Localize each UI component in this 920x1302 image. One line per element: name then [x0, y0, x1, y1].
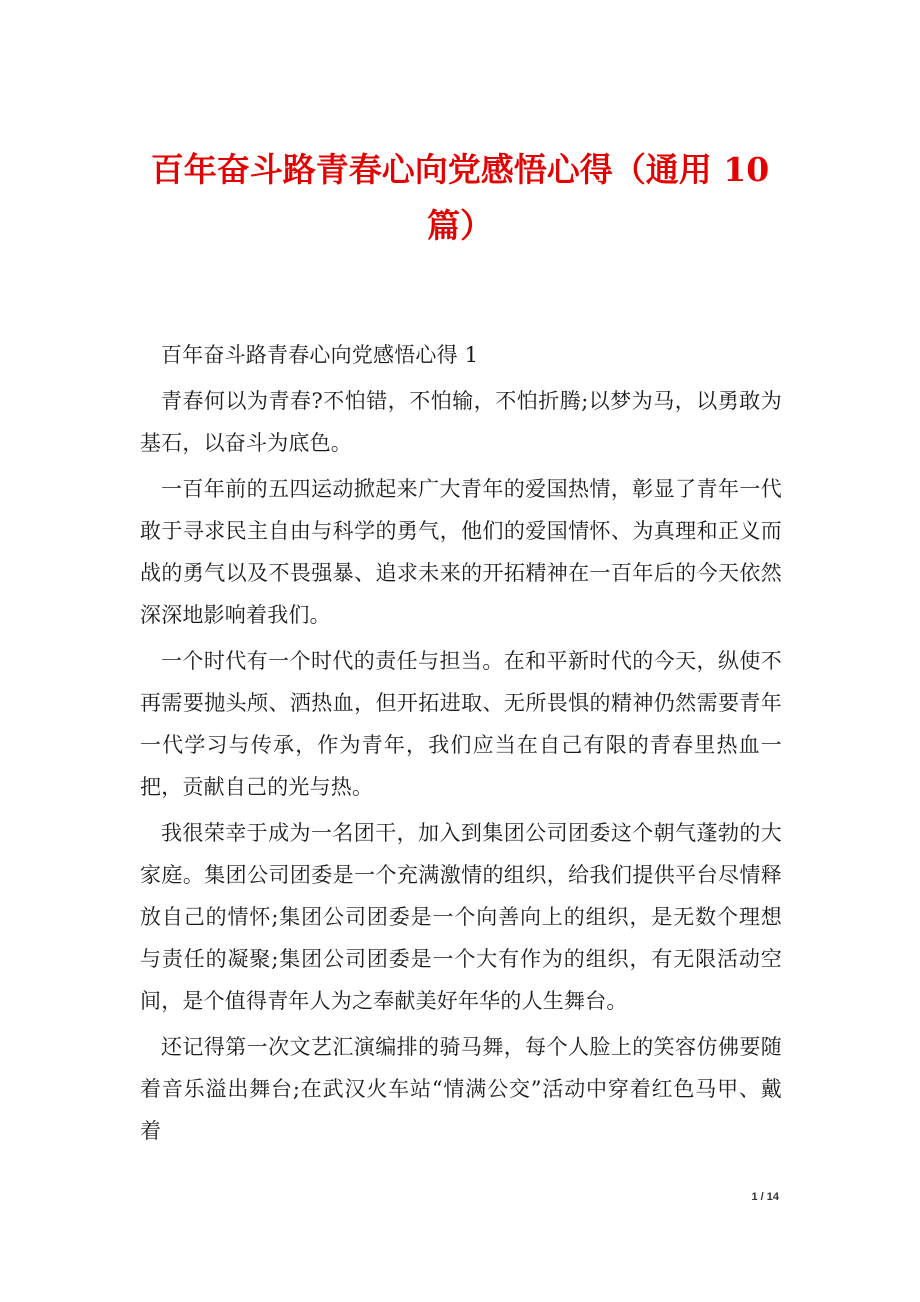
section-heading: 百年奋斗路青春心向党感悟心得 1: [161, 343, 479, 367]
paragraph: 一百年前的五四运动掀起来广大青年的爱国热情，彰显了青年一代敢于寻求民主自由与科学的勇气，他们的爱国情怀、为真理和正义而战的勇气以及不畏强暴、追求未来的开拓精神在一百年后的今天依然深深地影响着我们。: [140, 477, 782, 627]
document-body: [140, 334, 782, 1156]
title-line-2: 篇）: [427, 206, 493, 245]
paragraph: 青春何以为青春?不怕错，不怕输，不怕折腾;以梦为马，以勇敢为基石，以奋斗为底色。: [140, 389, 782, 455]
title-line-1: 百年奋斗路青春心向党感悟心得（通用 10: [150, 150, 770, 189]
paragraph: 还记得第一次文艺汇演编排的骑马舞，每个人脸上的笑容仿佛要随着音乐溢出舞台;在武汉火车站“情满公交”活动中穿着红色马甲、戴着: [140, 1035, 782, 1143]
paragraph: 我很荣幸于成为一名团干，加入到集团公司团委这个朝气蓬勃的大家庭。集团公司团委是一个充满激情的组织，给我们提供平台尽情释放自己的情怀;集团公司团委是一个向善向上的组织，是无数个理想与责任的凝聚;集团公司团委是一个大有作为的组织，有无限活动空间，是个值得青年人为之奉献美好年华的人生舞台。: [140, 821, 782, 1013]
document-title: [0, 142, 920, 254]
paragraph: 一个时代有一个时代的责任与担当。在和平新时代的今天，纵使不再需要抛头颅、洒热血，但开拓进取、无所畏惧的精神仍然需要青年一代学习与传承，作为青年，我们应当在自己有限的青春里热血一把，贡献自己的光与热。: [140, 649, 782, 799]
page-number: 1 / 14: [751, 1191, 779, 1203]
